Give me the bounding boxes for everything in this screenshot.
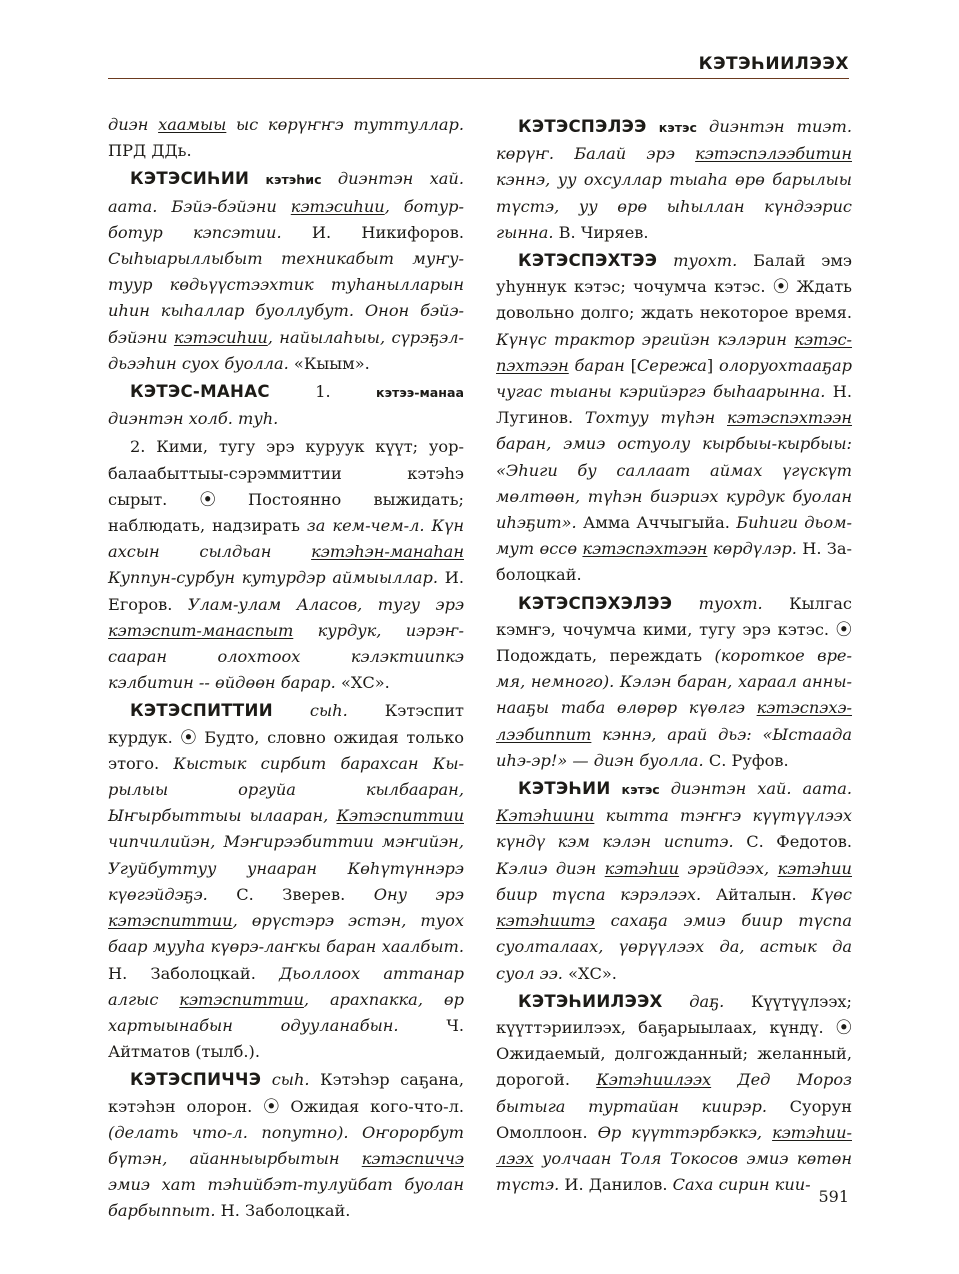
highlighted-word: кэтэһиитэ xyxy=(496,911,595,931)
left-column xyxy=(108,112,464,1225)
dictionary-entry xyxy=(108,434,464,696)
entry-text: Кэтэһэр саҕана, кэтэһэн олорон. ⦿ Ожидая кого-что-л. xyxy=(108,1070,464,1116)
entry-text: ] xyxy=(706,355,714,375)
running-head: КЭТЭҺИИЛЭЭХ xyxy=(698,54,849,74)
example-text: көрдүлэр. xyxy=(707,539,803,559)
example-text: туохт. xyxy=(672,593,790,613)
example-text: (короткое время, немного). Кэлэн баран, хараал аннынааҕы таба өлөрөр күөлгэ xyxy=(496,646,852,718)
headword: КЭТЭСПЭЛЭЭ xyxy=(518,117,647,136)
headword: КЭТЭСПЭХТЭЭ xyxy=(518,251,658,271)
example-text: , арахпакка, өр хартыынабын одууланабын. xyxy=(108,989,464,1035)
dictionary-entry xyxy=(496,776,852,987)
example-text: Өр күүттэрбэккэ, xyxy=(597,1122,773,1142)
example-text: сахаҕа эмиэ биир түспа суолталаах, үөрүүлээх да, астык да суол ээ. xyxy=(496,911,852,983)
highlighted-word: кэтэспиттии xyxy=(179,989,304,1009)
example-text: Улам-улам Аласов, тугу эрэ xyxy=(187,594,465,614)
dictionary-entry xyxy=(496,591,852,774)
example-text: курдук, иэрэҥ-сааран олохтоох кэлэктиипкэ кэлбитин -- өйдөөн барар. xyxy=(108,620,464,693)
headword: КЭТЭС-МАНАС xyxy=(130,382,270,402)
dictionary-entry xyxy=(108,166,464,377)
entry-text xyxy=(249,169,265,188)
entry-text: Суорун Омоллоон. xyxy=(496,1096,852,1142)
example-text: эрэйдээх, xyxy=(679,858,778,878)
example-text: сыһ. xyxy=(272,701,385,721)
highlighted-word: хаамыы xyxy=(158,115,227,134)
entry-text: Н. Лугинов. xyxy=(496,382,852,428)
example-text: Сыһыарыллыбыт техникабыт муҥутуур көдьүүстээхтик туһанылларын иһин кыһаллар буоллубут. Онон бэйэ-бэйэни xyxy=(108,249,464,347)
example-text: диэнтэн хай. аата. Бэйэ-бэйэни xyxy=(108,169,464,216)
entry-text: Балай эмэ уһуннук кэтэс; чочумча кэтэс. ⦿ Ждать довольно долго; ждать некоторое время. xyxy=(496,251,852,323)
highlighted-word: кэтэспэхтээн xyxy=(496,329,852,375)
highlighted-word: кэтэсиһии xyxy=(290,196,385,216)
highlighted-word: кэтэһэн-манаһан xyxy=(311,542,464,562)
highlighted-word: кэтэһии xyxy=(777,858,852,878)
dictionary-entry xyxy=(108,379,464,432)
highlighted-word: кэтэспэхтээн xyxy=(582,539,708,559)
source-word: кэтэс xyxy=(621,782,660,798)
example-text: (делать что-л. попутно). xyxy=(108,1122,363,1142)
example-text: ыс көрүҥҥэ туттуллар. xyxy=(226,115,464,134)
entry-text: Кылгас кэмҥэ, чочумча кими, тугу эрэ кэтэс. ⦿ Подождать, переждать xyxy=(496,593,852,666)
entry-text: Кэтэспит курдук. ⦿ Будто, словно ожидая только этого. xyxy=(108,701,464,773)
entry-text: Амма Аччыгыйа. xyxy=(582,513,737,533)
example-text: Биһиги дьоммут өссө xyxy=(496,513,852,559)
highlighted-word: Кэтэһиилээх xyxy=(596,1070,712,1090)
example-text: даҕ. xyxy=(662,991,751,1011)
source-word: кэтэс xyxy=(658,120,697,135)
highlighted-word: кэтэспиттии xyxy=(108,911,233,931)
example-text: Дьоллоох аттанар алгыс xyxy=(108,963,464,1009)
highlighted-word: кэтэсиһии xyxy=(173,327,268,347)
example-text: эмиэ хат тэһийбэт-тулуйбат буолан барбыппыт. xyxy=(108,1175,464,1221)
example-text: Ону эрэ xyxy=(373,884,464,904)
entry-text: «ХС». xyxy=(568,963,617,983)
example-text: , өрүстэрэ эстэн, туох баар мууһа күөрэ-лаҥкы баран хаалбыт. xyxy=(108,911,464,957)
headword: КЭТЭСПИТТИИ xyxy=(130,701,273,721)
example-text: диэнтэн холб. туһ. xyxy=(108,409,279,429)
example-text: Дед Мороз бытыга туртайан киирэр. xyxy=(496,1070,852,1116)
entry-text: [ xyxy=(630,355,637,375)
entry-text: Н. Заболоцкай. xyxy=(220,1201,351,1221)
entry-text: 1. xyxy=(269,382,377,402)
highlighted-word: кэтэспэхтээн xyxy=(727,408,852,428)
entry-text: «Кыым». xyxy=(293,353,370,373)
dictionary-entry xyxy=(108,1067,464,1224)
example-text: баран xyxy=(568,355,631,375)
example-text: Саха сирин кии- xyxy=(672,1175,811,1195)
dictionary-entry xyxy=(496,248,852,589)
right-column xyxy=(496,112,852,1198)
example-text: диэнтэн хай. аата. xyxy=(659,779,852,799)
dictionary-entry xyxy=(496,114,852,246)
dictionary-entry xyxy=(496,989,852,1199)
highlighted-word: кэтэһии xyxy=(604,858,680,878)
source-word: кэтээ-манаа xyxy=(376,385,464,401)
entry-text xyxy=(647,117,659,136)
entry-text: В. Чиряев. xyxy=(558,222,649,242)
example-text: уолчаан Толя Токосов эмиэ көтөн түстэ. xyxy=(496,1148,852,1195)
entry-text: С. Федотов. xyxy=(746,832,852,852)
highlighted-word: кэтэһиилээх xyxy=(496,1122,852,1168)
example-text: диэн xyxy=(108,115,159,134)
entry-text: Н. Заболоцкай. xyxy=(496,539,853,585)
example-text: Кыстык сирбит барахсан Кырылыы оргуйа кылбааран, Ыҥырбыттыы ылааран, xyxy=(108,753,464,826)
example-text: сыһ. xyxy=(261,1070,321,1090)
example-text: Куппун-сурбун кутурдэр аймыыллар. xyxy=(108,568,445,588)
example-text: Тохтуу түһэн xyxy=(584,408,728,428)
example-text: Сережа xyxy=(636,355,707,375)
headword: КЭТЭСПИЧЧЭ xyxy=(130,1070,262,1090)
highlighted-word: Кэтэспиттии xyxy=(336,806,464,826)
example-text: Кэлиэ диэн xyxy=(496,858,605,878)
entry-text xyxy=(611,779,622,798)
entry-text: И. Егоров. xyxy=(108,568,464,614)
entry-text: С. Зверев. xyxy=(236,884,374,904)
headword: КЭТЭСПЭХЭЛЭЭ xyxy=(518,593,673,613)
example-text: олоруохтааҕар чугас тыаны кэрийэргэ быһаарынна. xyxy=(496,355,853,402)
entry-text: И. Никифоров. xyxy=(311,222,464,242)
dictionary-entry xyxy=(108,112,464,164)
entry-text: Ч. Айтматов (тылб.). xyxy=(108,1015,464,1062)
headword: КЭТЭСИҺИИ xyxy=(130,169,250,189)
entry-text: С. Руфов. xyxy=(708,750,789,770)
example-text: диэнтэн тиэт. көрүҥ. Балай эрэ xyxy=(496,117,852,164)
source-word: кэтэһис xyxy=(265,172,322,188)
example-text: , найылаһыы, сүрэҕэлдьээһин суох буолла. xyxy=(108,327,464,373)
entry-text: Айталын. xyxy=(715,884,812,904)
entry-text: 2. Кими, тугу эрэ куруук күүт; уорбалаабыттыы-сэрэммиттии кэтэһэ сырыт. ⦿ Постоянно выжидать; наблюдать, надзирать xyxy=(108,437,464,536)
example-text: баран, эмиэ остуолу кырбыы-кырбыы: «Эһиги бу саллаат аймах үгүскүт мөлтөөн, түһэн биэриэх курдук буолан иһэҕит». xyxy=(496,434,852,533)
dictionary-entry xyxy=(108,698,464,1065)
entry-text: Күүтүүлээх; күүттэриилээх, баҕарыылаах, күндү. ⦿ Ожидаемый, долгожданный; желанный, дорогой. xyxy=(496,991,852,1090)
example-text: Күнүс трактор эргийэн кэлэрин xyxy=(496,329,795,349)
example-text: за кем-чем-л. Күн ахсын сылдьан xyxy=(108,516,464,562)
header-rule xyxy=(108,78,849,79)
headword: КЭТЭҺИИЛЭЭХ xyxy=(518,991,663,1011)
example-text: Күөс xyxy=(811,884,852,904)
example-text: кытта тэҥҥэ күүтүүлээх күндү кэм кэлэн испитэ. xyxy=(496,806,852,852)
example-text: биир түспа кэрэлээх. xyxy=(496,884,716,904)
page-number: 591 xyxy=(818,1187,849,1206)
example-text: туохт. xyxy=(657,251,754,271)
highlighted-word: кэтэспэхэлээбиппит xyxy=(496,698,852,744)
example-text: кэннэ, арай дьэ: «Ыстаада иһэ-эр!» — диэн буолла. xyxy=(496,724,852,770)
highlighted-word: Кэтэһиини xyxy=(496,806,595,826)
entry-text: И. Данилов. xyxy=(564,1175,673,1195)
example-text: чипчилийэн, Мэҥирээбиттии мэҥийэн, Угуйбуттуу унаарaн Көһүтүннэрэ күөгэйдэҕэ. xyxy=(108,832,464,904)
entry-text: Н. Заболоцкай. xyxy=(108,963,280,983)
entry-text: ПРД ДДь. xyxy=(108,141,192,161)
headword: КЭТЭҺИИ xyxy=(518,779,611,799)
example-text: , ботур-ботур кэпсэтии. xyxy=(108,196,464,242)
highlighted-word: кэтэспэлээбитин xyxy=(695,144,852,164)
example-text: Оҥорорбут бүтэн, айанныырбытын xyxy=(108,1122,464,1168)
entry-text: «ХС». xyxy=(340,673,390,693)
highlighted-word: кэтэспит-манаспыт xyxy=(108,620,294,640)
example-text: кэннэ, уу охсуллар тыаһа өрө барылыы түстэ, уу өрө ыһыллан күндээрис гынна. xyxy=(496,170,852,242)
highlighted-word: кэтэспиччэ xyxy=(361,1148,464,1168)
